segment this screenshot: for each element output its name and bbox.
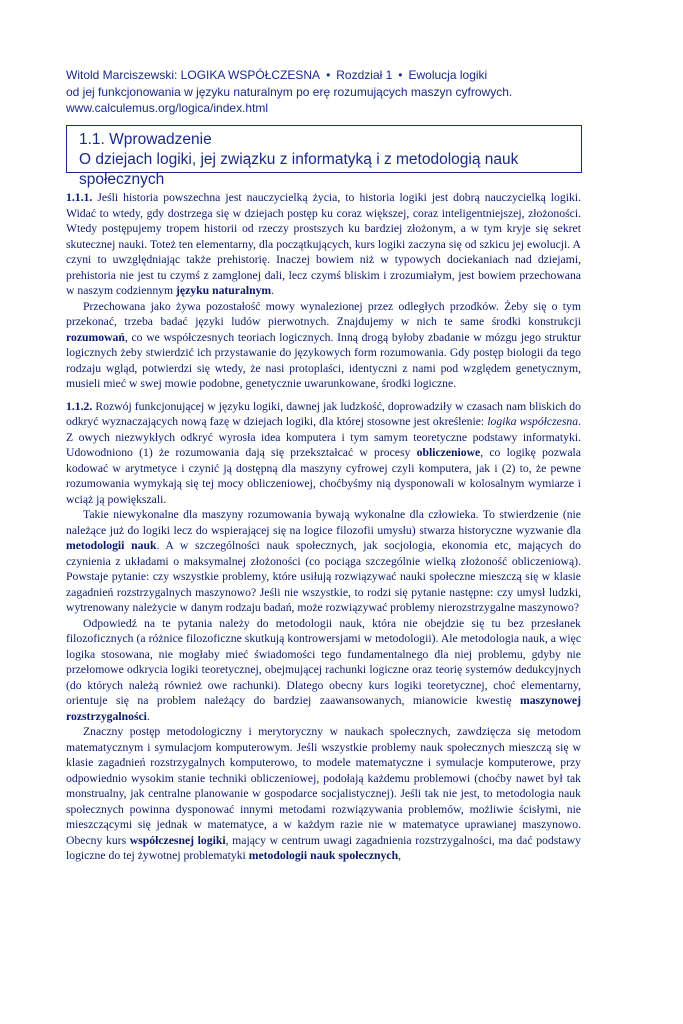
emphasis: języku naturalnym — [176, 284, 272, 297]
emphasis: metodologii nauk — [66, 539, 157, 552]
paragraph: Znaczny postęp metodologiczny i merytoryczny w naukach społecznych, zawdzięcza się metodom matematycznym i symulacjom komputerowym. Jeśli wszystkie problemy nauk społecznych mieszczą się w klasie zagadnień rozstrzygalnych komputerowo, to modele matematyczne i symulacje komputerowe, przy odpowiednio wysokim stanie techniki obliczeniowej, podołają każdemu problemowi (choćby nawet był tak monstrualny, jak centralne planowanie w gospodarce socjalistycznej). Jeśli tak nie jest, to metodologia nauk społecznych powinna dysponować innymi metodami rozwiązywania problemów, możliwie ścisłymi, nie mieszczącymi się jednak w matematyce, a w każdym razie nie w matematyce uprawianej maszynowo. Obecny kurs współczesnej logiki, mający w centrum uwagi zagadnienia rozstrzygalności, ma dać podstawy logiczne do tej żywotnej problematyki metodologii nauk społecznych, — [66, 725, 581, 862]
bullet-icon: • — [326, 68, 331, 82]
paragraph: 1.1.1. Jeśli historia powszechna jest nauczycielką życia, to historia logiki jest dobrą nauczycielką logiki. Widać to wtedy, gdy dostrzega się w dziejach postęp ku coraz większej, coraz inteligentniejszej, złożoności. Wtedy postępujemy tropem historii od rzeczy prostszych ku bardziej złożonym, a w tym kryje się sekret skutecznej nauki. Toteż ten elementarny, dla początkujących, kurs logiki zaczyna się od szkicu jej ewolucji. A czyni to uwzględniając także prehistorię. Inaczej bowiem niż w typowych dociekaniach nad dziejami, prehistoria nie jest tu czymś z zamglonej dali, lecz czymś bliskim i zrozumiałym, jest bowiem przechowana w naszym codziennym języku naturalnym. — [66, 191, 581, 297]
section-title-box — [66, 125, 582, 188]
emphasis: współczesnej logiki — [129, 833, 226, 847]
emphasis: maszynowej rozstrzygalności — [66, 694, 581, 723]
section-number: 1.1. — [79, 131, 105, 148]
chapter-label: Rozdział 1 — [336, 68, 393, 82]
paragraph: 1.1.2. Rozwój funkcjonującej w języku logiki, dawnej jak ludzkość, doprowadziły w czasach nam bliskich do odkryć wyznaczających nową fazę w dziejach logiki, dla której stosowne jest określenie: logika współczesna. Z owych niezwykłych odkryć wyrosła idea komputera i tym samym teoretyczne podstawy informatyki. Udowodniono (1) że rozumowania dają się przekształcać w procesy obliczeniowe, co logikę pozwala kodować w arytmetyce i czynić ją dostępną dla maszyny cyfrowej czyli komputera, jak i (2) to, że pewne rozumowania wymykają się tej mocy obliczeniowej, choćbyśmy nią dysponowali w kolosalnym wymiarze i wciąż ją powiększali. — [66, 399, 582, 506]
body-text — [66, 190, 581, 864]
section-subtitle: O dziejach logiki, jej związku z informatyką i z metodologią nauk społecznych — [79, 151, 519, 188]
section-title — [79, 130, 569, 150]
paragraph-number: 1.1.2. — [66, 399, 93, 413]
header-line-2: od jej funkcjonowania w języku naturalnym po erę rozumujących maszyn cyfrowych. — [66, 84, 513, 99]
paragraph: Odpowiedź na te pytania należy do metodologii nauk, która nie obejdzie się tu bez przesłanek filozoficznych (a różnice filozoficzne skutkują kontrowersjami w metodologii). Ale metodologia nauk, a więc logika stosowana, nie mogłaby mieć świadomości tego fundamentalnego dla niej problemu, gdyby nie przełomowe odkrycia logiki teoretycznej, obejmującej rachunki logiczne oraz teorię systemów dedukcyjnych (do których należą również owe rachunki). Dlatego obecny kurs logiki teoretycznej, choć elementarny, orientuje się na problem należący do bardziej zaawansowanych, mianowicie kwestię maszynowej rozstrzygalności. — [66, 616, 581, 723]
paragraph: Takie niewykonalne dla maszyny rozumowania bywają wykonalne dla człowieka. To stwierdzenie (nie należące już do logiki lecz do wspierającej się na logice filozofii umysłu) stwarza historyczne wyzwanie dla metodologii nauk. A w szczególności nauk społecznych, jak socjologia, ekonomia etc, mających do czynienia z układami o maksymalnej złożoności (co pociąga szczególnie wielką złożoność obliczeniową). Powstaje pytanie: czy wszystkie problemy, które usiłują rozwiązywać nauki społeczne mieszczą się w klasie zagadnień rozstrzygalnych maszynowo? Jeśli nie wszystkie, to rodzi się pytanie następne: czy umysł ludzki, wytrenowany należycie w danym rodzaju badań, może rozwiązywać problemy nierozstrzygalne maszynowo? — [66, 508, 581, 614]
chapter-title: Ewolucja logiki — [408, 68, 488, 82]
header-line-1 — [66, 67, 626, 84]
emphasis: rozumowań — [66, 330, 125, 344]
section-name: Wprowadzenie — [109, 131, 212, 148]
bullet-icon: • — [398, 68, 403, 82]
header-url-link[interactable]: www.calculemus.org/logica/index.html — [66, 101, 269, 115]
running-header — [66, 67, 626, 117]
book-title: Witold Marciszewski: LOGIKA WSPÓŁCZESNA — [66, 68, 321, 82]
paragraph: Przechowana jako żywa pozostałość mowy wynalezionej przez odległych przodków. Żeby się o tym przekonać, trzeba badać języki ludów pierwotnych. Znajdujemy w nich te same środki konstrukcji rozumowań, co we współczesnych teoriach logicznych. Inną drogą byłoby zbadanie w mózgu jego struktur logicznych żeby stwierdzić ich przystawanie do językowych form rozumowania. Gdy postęp biologii da tego rodzaju wgląd, potwierdzi się wtedy, że nasi protoplaści, identyczni z nami pod względem genetycznym, musieli mieć w swej mowie podobne, genetycznie uwarunkowane, środki logiczne. — [66, 299, 581, 390]
paragraph-number: 1.1.1. — [66, 191, 93, 204]
emphasis: metodologii nauk społecznych — [248, 849, 399, 862]
emphasis: obliczeniowe — [416, 446, 481, 459]
italic-term: logika współczesna — [487, 415, 579, 428]
